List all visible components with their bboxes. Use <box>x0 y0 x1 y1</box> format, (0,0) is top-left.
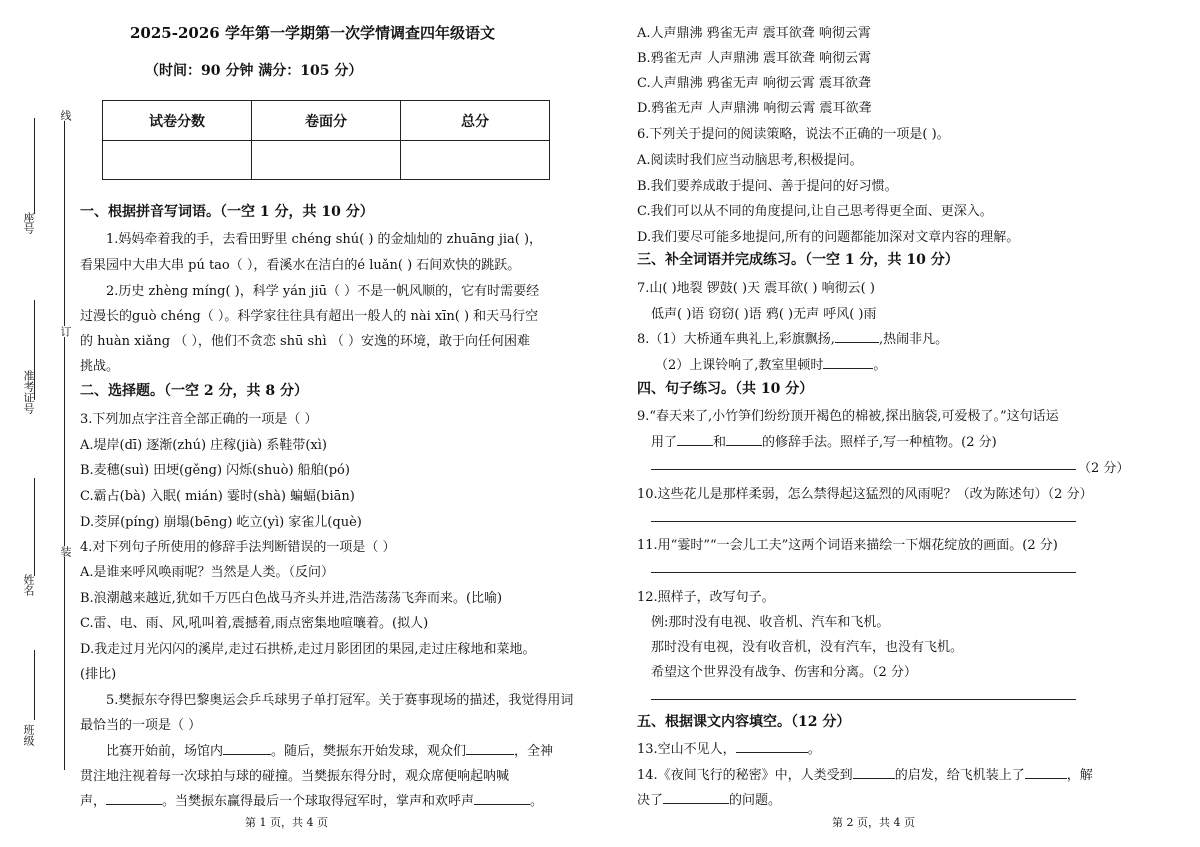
q10-stem: 10.这些花儿是那样柔弱，怎么禁得起这猛烈的风雨呢？（改为陈述句）（2 分） <box>637 487 1093 502</box>
q2-line-4: 挑战。 <box>80 359 120 374</box>
q5-stem-2: 最恰当的一项是（ ） <box>80 718 202 733</box>
q12-example-answer: 那时没有电视，没有收音机，没有汽车，也没有飞机。 <box>651 640 964 655</box>
q14-text-d: 决了 <box>637 793 664 808</box>
q12-stem: 12.照样子，改写句子。 <box>637 590 775 605</box>
q5-passage-1 <box>106 740 553 759</box>
q5-passage-3b: 。当樊振东赢得最后一个球取得冠军时，掌声和欢呼声 <box>162 794 475 809</box>
score-header-total: 总分 <box>401 101 550 141</box>
q5-blank-3[interactable] <box>106 792 162 805</box>
q9-blank-1[interactable] <box>677 433 713 446</box>
score-header-exam: 试卷分数 <box>103 101 252 141</box>
q13-end: 。 <box>807 742 821 757</box>
q6-option-d: D.我们要尽可能多地提问,所有的问题都能加深对文章内容的理解。 <box>637 230 1020 245</box>
q12-task: 希望这个世界没有战争、伤害和分离。（2 分） <box>651 665 917 680</box>
q10-answer-line[interactable] <box>651 521 1076 522</box>
q8-blank-1[interactable] <box>835 330 879 343</box>
q4-option-c: C.雷、电、雨、风,吼叫着,震撼着,雨点密集地喧嚷着。(拟人) <box>80 616 429 631</box>
q9-points: （2 分） <box>1078 461 1130 476</box>
exam-subtitle: （时间：90 分钟 满分：105 分） <box>145 63 363 79</box>
q8-part-2a: （2）上课铃响了,教室里顿时 <box>655 358 824 373</box>
q5-passage-1b: 。随后，樊振东开始发球，观众们 <box>271 744 467 759</box>
q14-text-e: 的问题。 <box>729 793 782 808</box>
q8-part-2b: 。 <box>873 358 887 373</box>
left-page-footer: 第 1 页，共 4 页 <box>245 816 328 829</box>
q1-line-1: 1.妈妈牵着我的手，去看田野里 chéng shú( ) 的金灿灿的 zhuāng jia( )， <box>106 232 543 247</box>
q5-blank-2[interactable] <box>466 742 514 755</box>
right-page-footer: 第 2 页，共 4 页 <box>832 816 915 829</box>
q9-answer-line[interactable] <box>651 469 1076 470</box>
q8-part-2 <box>655 354 886 373</box>
q13-text: 13.空山不见人， <box>637 742 736 757</box>
q9-line-2 <box>651 431 997 450</box>
q4-stem: 4.对下列句子所使用的修辞手法判断错误的一项是（ ） <box>80 540 396 555</box>
q14-text-c: ，解 <box>1066 768 1093 783</box>
section-2-heading: 二、选择题。（一空 2 分，共 8 分） <box>80 383 308 399</box>
score-header-neatness: 卷面分 <box>252 101 401 141</box>
q9-line-1: 9.“春天来了,小竹笋们纷纷顶开褐色的棉被,探出脑袋,可爱极了。”这句话运 <box>637 409 1059 424</box>
q9-line-2b: 和 <box>713 435 727 450</box>
q2-line-3: 的 huàn xiǎng （ ），他们不贪恋 shū shì （ ）安逸的环境，敢于向任何困难 <box>80 334 530 349</box>
q12-example: 例:那时没有电视、收音机、汽车和飞机。 <box>651 615 890 630</box>
q14-text-a: 14.《夜间飞行的秘密》中，人类受到 <box>637 768 853 783</box>
q7-line-2: 低声( )语 窃窃( )语 鸦( )无声 呼风( )雨 <box>651 307 877 322</box>
page-title: 2025-2026 学年第一学期第一次学情调查四年级语文 <box>130 24 495 42</box>
q4-option-d-tag: (排比) <box>80 667 117 682</box>
q5-option-c: C.人声鼎沸 鸦雀无声 响彻云霄 震耳欲聋 <box>637 76 872 91</box>
q3-option-a: A.堤岸(dī) 逐渐(zhú) 庄稼(jià) 系鞋带(xì) <box>80 438 327 453</box>
q5-stem-1: 5.樊振东夺得巴黎奥运会乒乓球男子单打冠军。关于赛事现场的描述，我觉得用词 <box>106 693 574 708</box>
score-cell-neatness[interactable] <box>252 141 401 180</box>
q14-blank-1[interactable] <box>853 766 895 779</box>
section-1-heading: 一、根据拼音写词语。（一空 1 分，共 10 分） <box>80 204 374 220</box>
binding-line <box>64 118 65 770</box>
q4-option-b: B.浪潮越来越近,犹如千万匹白色战马齐头并进,浩浩荡荡飞奔而来。(比喻) <box>80 591 503 606</box>
q9-line-2a: 用了 <box>651 435 678 450</box>
q3-option-c: C.霸占(bà) 入眠( mián) 霎时(shà) 蝙蝠(biān) <box>80 489 355 504</box>
class-label: 班级 <box>22 724 35 746</box>
q2-line-1: 2.历史 zhèng míng( )，科学 yán jiū（ ）不是一帆风顺的，它有时需要经 <box>106 284 540 299</box>
q4-option-d: D.我走过月光闪闪的溪岸,走过石拱桥,走过月影团团的果园,走过庄稼地和菜地。 <box>80 642 536 657</box>
q3-option-d: D.茭屏(píng) 崩塌(bēng) 屹立(yì) 家雀儿(què) <box>80 515 362 530</box>
class-field-line <box>34 650 35 720</box>
q8-part-1 <box>637 328 948 347</box>
q6-stem: 6.下列关于提问的阅读策略，说法不正确的一项是( )。 <box>637 127 950 142</box>
score-cell-total[interactable] <box>401 141 550 180</box>
exam-id-label: 准考证号 <box>22 370 35 414</box>
q5-option-b: B.鸦雀无声 人声鼎沸 震耳欲聋 响彻云霄 <box>637 51 872 66</box>
q3-option-b: B.麦穗(suì) 田埂(gěng) 闪烁(shuò) 船舶(pó) <box>80 463 350 478</box>
q3-stem: 3.下列加点字注音全部正确的一项是（ ） <box>80 412 318 427</box>
margin-bind-word: 装 <box>59 546 72 557</box>
q5-passage-3c: 。 <box>530 794 544 809</box>
q5-blank-4[interactable] <box>474 792 530 805</box>
q9-line-2c: 的修辞手法。照样子,写一种植物。(2 分) <box>762 435 997 450</box>
name-label: 姓名 <box>22 574 35 596</box>
q11-stem: 11.用“霎时”“一会儿工夫”这两个词语来描绘一下烟花绽放的画面。(2 分) <box>637 538 1058 553</box>
q8-blank-2[interactable] <box>823 356 873 369</box>
q4-option-a: A.是谁来呼风唤雨呢？当然是人类。（反问） <box>80 565 335 580</box>
q5-option-a: A.人声鼎沸 鸦雀无声 震耳欲聋 响彻云霄 <box>637 26 871 41</box>
q5-passage-1a: 比赛开始前，场馆内 <box>106 744 224 759</box>
score-table <box>102 100 550 180</box>
margin-line-word: 线 <box>59 110 72 121</box>
q11-answer-line[interactable] <box>651 572 1076 573</box>
q5-option-d: D.鸦雀无声 人声鼎沸 响彻云霄 震耳欲聋 <box>637 101 872 116</box>
q5-passage-3a: 声， <box>80 794 107 809</box>
q8-part-1a: 8.（1）大桥通车典礼上,彩旗飘扬, <box>637 332 835 347</box>
q14-blank-3[interactable] <box>663 791 729 804</box>
q9-blank-2[interactable] <box>726 433 762 446</box>
q14-blank-2[interactable] <box>1025 766 1067 779</box>
q5-passage-1c: ，全神 <box>514 744 554 759</box>
q5-blank-1[interactable] <box>223 742 271 755</box>
name-field-line <box>34 478 35 576</box>
q6-option-a: A.阅读时我们应当动脑思考,积极提问。 <box>637 153 863 168</box>
q14-line-2 <box>637 789 781 808</box>
section-4-heading: 四、句子练习。（共 10 分） <box>637 381 814 397</box>
q13 <box>637 738 821 757</box>
q1-line-2: 看果园中大串大串 pú tao（ ），看溪水在洁白的é luǎn( ) 石间欢快的跳跃。 <box>80 258 521 273</box>
q7-line-1: 7.山( )地裂 锣鼓( )天 震耳欲( ) 响彻云( ) <box>637 281 875 296</box>
q6-option-b: B.我们要养成敢于提问、善于提问的好习惯。 <box>637 179 898 194</box>
q12-answer-line[interactable] <box>651 699 1076 700</box>
q6-option-c: C.我们可以从不同的角度提问,让自己思考得更全面、更深入。 <box>637 204 993 219</box>
margin-order-word: 订 <box>59 326 72 337</box>
seat-label: 座号 <box>22 212 35 234</box>
section-3-heading: 三、补全词语并完成练习。（一空 1 分，共 10 分） <box>637 252 959 268</box>
score-cell-exam[interactable] <box>103 141 252 180</box>
q14-text-b: 的启发，给飞机装上了 <box>894 768 1025 783</box>
q5-passage-2: 贯注地注视着每一次球拍与球的碰撞。当樊振东得分时，观众席便响起呐喊 <box>80 769 510 784</box>
q2-line-2: 过漫长的guò chéng（ ）。科学家往往具有超出一般人的 nài xīn( ) 和天马行空 <box>80 309 539 324</box>
section-5-heading: 五、根据课文内容填空。（12 分） <box>637 714 851 730</box>
q13-blank[interactable] <box>736 740 808 753</box>
seat-field-line <box>34 118 35 214</box>
q14-line-1 <box>637 764 1093 783</box>
q8-part-1b: ,热闹非凡。 <box>878 332 949 347</box>
q5-passage-3 <box>80 790 543 809</box>
